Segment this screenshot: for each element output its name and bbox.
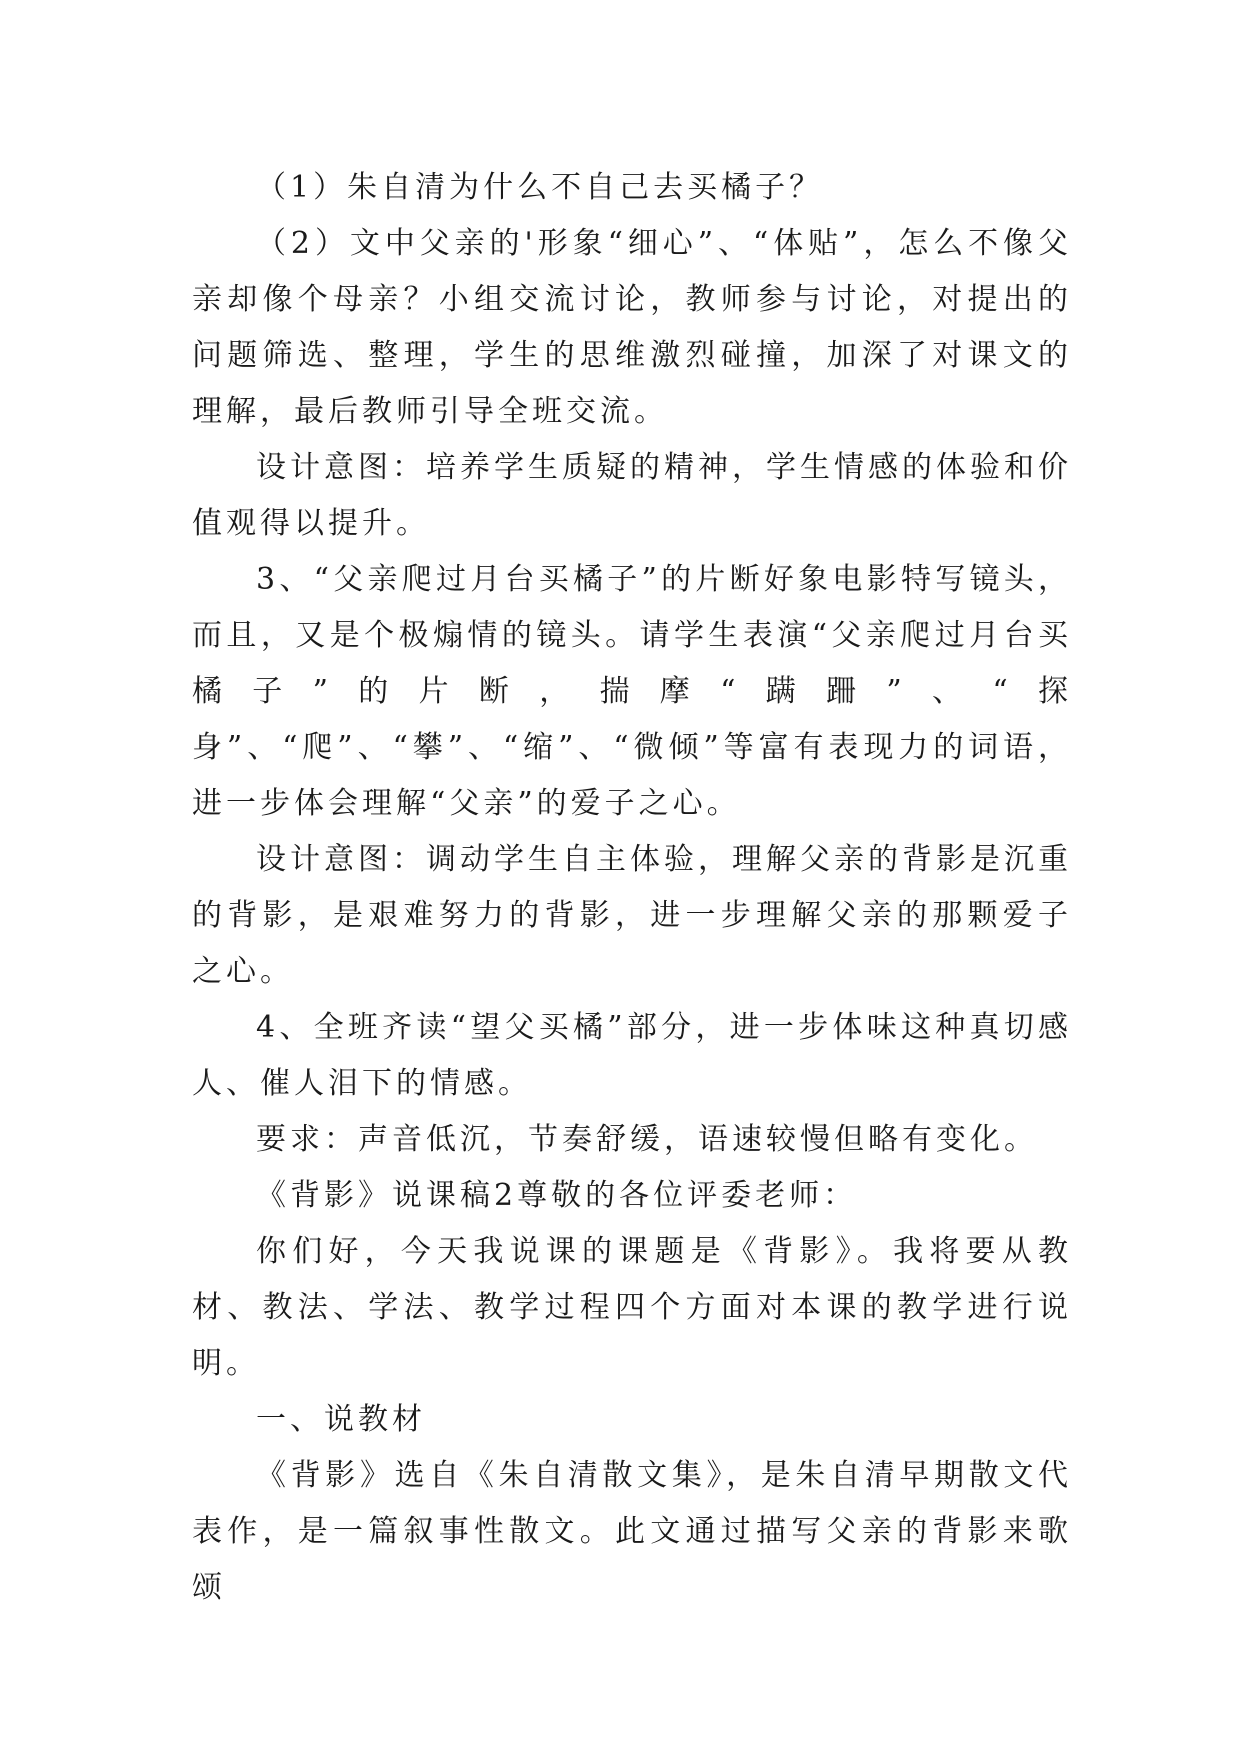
paragraph-textbook-intro: 《背影》选自《朱自清散文集》，是朱自清早期散文代表作，是一篇叙事性散文。此文通过描写父亲的背影来歌颂 <box>192 1458 1072 1605</box>
paragraph-question-2: （2）文中父亲的'形象“细心”、“体贴”，怎么不像父亲却像个母亲？小组交流讨论，教师参与讨论，对提出的问题筛选、整理，学生的思维激烈碰撞，加深了对课文的理解，最后教师引导全班交流。 <box>192 226 1072 429</box>
paragraph-lecture-2-title: 《背影》说课稿2尊敬的各位评委老师： <box>256 1178 858 1213</box>
paragraph-greeting: 你们好，今天我说课的课题是《背影》。我将要从教材、教法、学法、教学过程四个方面对本课的教学进行说明。 <box>192 1234 1072 1381</box>
paragraph-step-4: 4、全班齐读“望父买橘”部分，进一步体味这种真切感人、催人泪下的情感。 <box>192 1010 1072 1101</box>
paragraph-step-3: 3、“父亲爬过月台买橘子”的片断好象电影特写镜头，而且，又是个极煽情的镜头。请学生表演“父亲爬过月台买橘子”的片断，揣摩“蹒跚”、“探身”、“爬”、“攀”、“缩”、“微倾”等富有表现力的词语，进一步体会理解“父亲”的爱子之心。 <box>192 562 1072 821</box>
paragraph-requirements: 要求：声音低沉，节奏舒缓，语速较慢但略有变化。 <box>256 1122 1038 1157</box>
paragraph-section-heading: 一、说教材 <box>256 1402 426 1437</box>
paragraph-question-1: （1）朱自清为什么不自己去买橘子？ <box>256 170 824 205</box>
paragraph-design-intent-2: 设计意图：调动学生自主体验，理解父亲的背影是沉重的背影，是艰难努力的背影，进一步理解父亲的那颗爱子之心。 <box>192 842 1072 989</box>
paragraph-design-intent-1: 设计意图：培养学生质疑的精神，学生情感的体验和价值观得以提升。 <box>192 450 1072 541</box>
document-body <box>192 160 1072 1616</box>
